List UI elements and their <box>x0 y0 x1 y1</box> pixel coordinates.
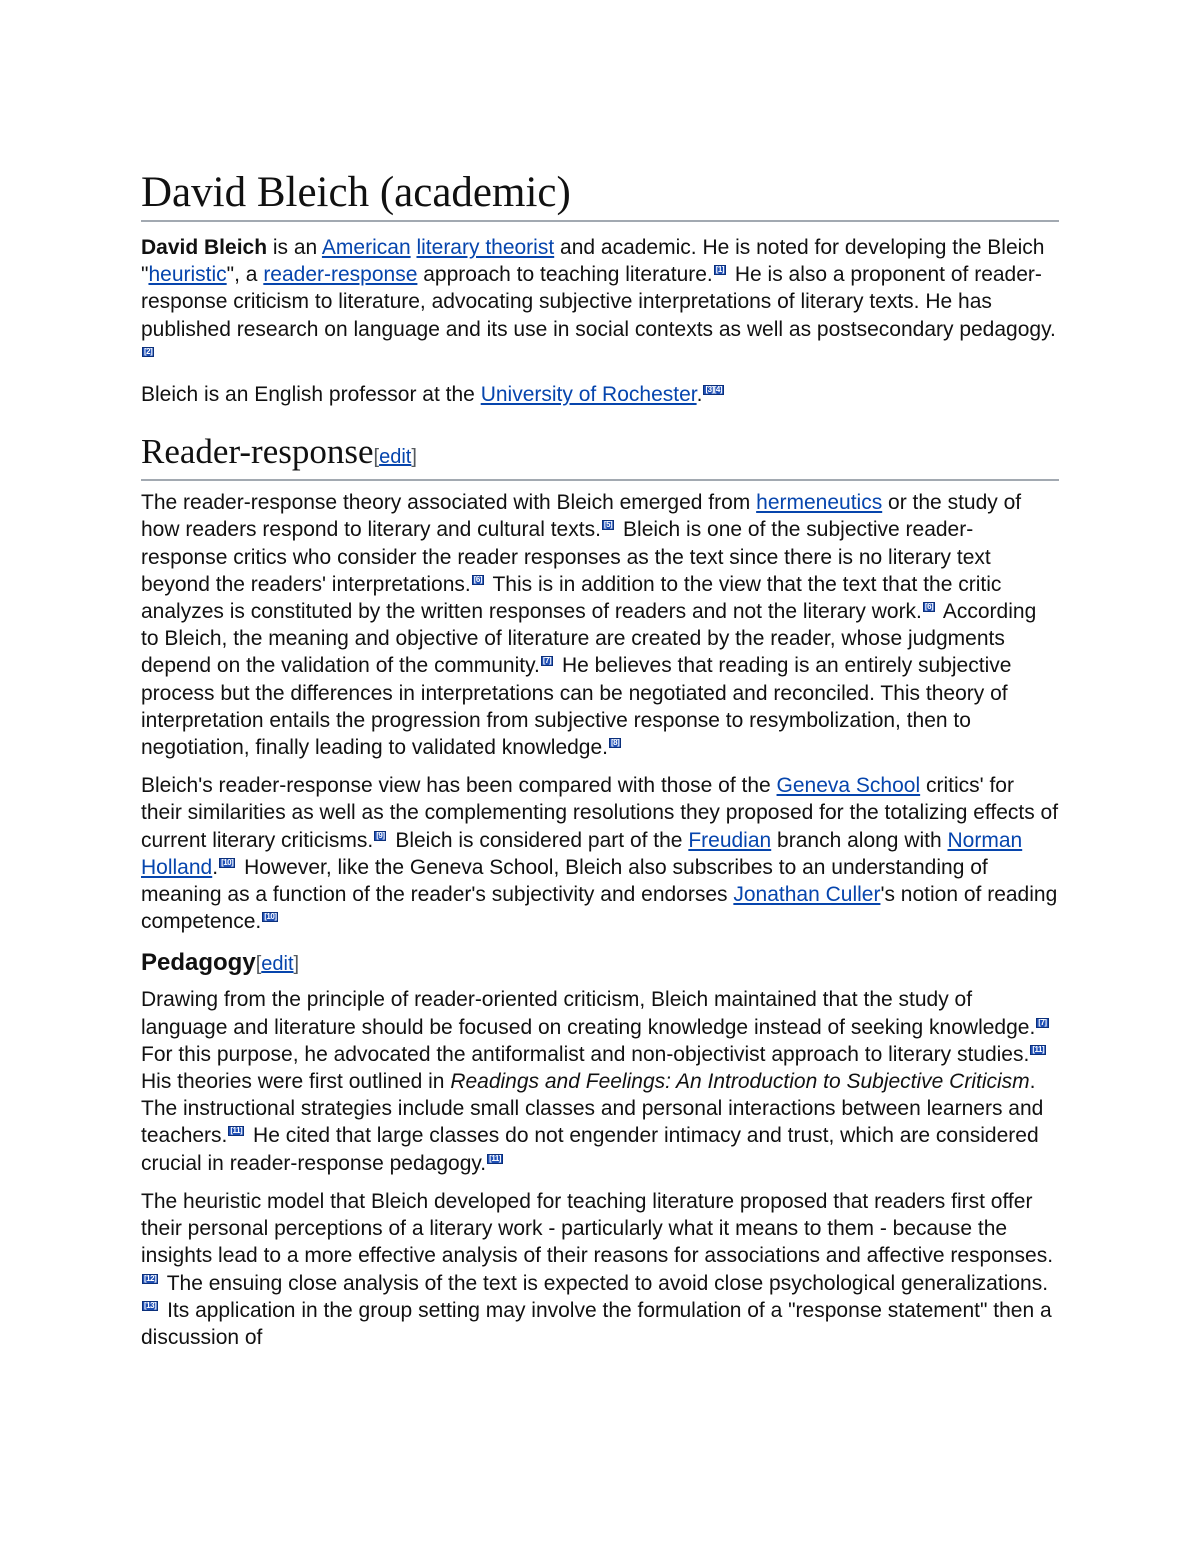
link-university-of-rochester[interactable]: University of Rochester <box>480 383 697 407</box>
citation-ref[interactable]: [9] <box>376 830 385 840</box>
text: critics' for their similarities as well as the complementing resolutions they proposed for the totalizing effects of current literary criticisms. <box>141 774 1059 852</box>
page-title: David Bleich (academic) <box>141 168 1059 222</box>
text: The ensuing close analysis of the text is expected to avoid close psychological generalizations. <box>161 1271 1049 1295</box>
text: He cited that large classes do not engender intimacy and trust, which are considered crucial in reader-response pedagogy. <box>141 1124 1039 1175</box>
citation-ref[interactable]: [3][4] <box>705 385 723 395</box>
text: However, like the Geneva School, Bleich also subscribes to an understanding of meaning as a function of the reader's subjectivity and endorses <box>141 855 988 907</box>
link-freudian[interactable]: Freudian <box>688 828 772 852</box>
citation-ref[interactable]: [11] <box>230 1126 243 1136</box>
edit-link[interactable]: edit <box>261 953 294 976</box>
text: The reader-response theory associated with Bleich emerged from <box>141 491 757 515</box>
text: Its application in the group setting may involve the formulation of a "response statement" then a discussion of <box>141 1298 1052 1349</box>
body-paragraph <box>141 772 1059 935</box>
text: Drawing from the principle of reader-oriented criticism, Bleich maintained that the study of language and literature should be focused on creating knowledge instead of seeking knowledge. <box>141 988 1036 1039</box>
text: . <box>212 855 219 879</box>
link-literary-theorist[interactable]: literary theorist <box>416 236 555 259</box>
citation-ref[interactable]: [1] <box>715 265 725 275</box>
citation-ref[interactable]: [2] <box>144 346 153 356</box>
edit-section: [edit] <box>255 953 300 976</box>
text: approach to teaching literature. <box>417 263 713 287</box>
text: Bleich is considered part of the <box>389 828 689 852</box>
text: . The instructional strategies include small classes and personal interactions between learners and teachers. <box>141 1070 1044 1148</box>
edit-section: [edit] <box>373 446 417 469</box>
link-american[interactable]: American <box>321 236 411 259</box>
text: He believes that reading is an entirely subjective process but the differences in interpretations can be negotiated and reconciled. This theory of interpretation entails the progression from subjective response to resymbolization, then to negotiation, finally leading to validated knowledge. <box>141 654 1012 760</box>
text: His theories were first outlined in <box>141 1070 451 1094</box>
citation-ref[interactable]: [8] <box>611 738 620 748</box>
citation-ref[interactable]: [13] <box>144 1300 157 1310</box>
link-reader-response[interactable]: reader-response <box>263 263 418 287</box>
text: The heuristic model that Bleich developed for teaching literature proposed that readers first offer their personal perceptions of a literary work - particularly what it means to them - because the insights lead to a more effective analysis of their reasons for associations and affective responses. <box>141 1189 1054 1268</box>
text: Bleich is an English professor at the <box>141 383 481 407</box>
edit-link[interactable]: edit <box>379 446 412 469</box>
section-title: Pedagogy <box>141 949 256 977</box>
text: For this purpose, he advocated the antiformalist and non-objectivist approach to literary studies. <box>141 1042 1030 1066</box>
text: This is in addition to the view that the text that the critic analyzes is constituted by the written responses of readers and not the literary work. <box>141 572 1002 624</box>
text: 's notion of reading competence. <box>141 883 1058 934</box>
text: Bleich is one of the subjective reader-response critics who consider the reader responses as the text since there is no literary text beyond the readers' interpretations. <box>141 518 991 596</box>
text: branch along with <box>771 828 948 852</box>
citation-ref[interactable]: [11] <box>1032 1044 1045 1054</box>
text: He is also a proponent of reader-response criticism to literature, advocating subjective interpretations of literary texts. He has published research on language and its use in social contexts as well as postsecondary pedagogy. <box>141 263 1056 341</box>
section-heading-reader-response <box>141 430 1059 481</box>
citation-ref[interactable]: [7] <box>1038 1017 1047 1027</box>
citation-ref[interactable]: [11] <box>489 1153 501 1163</box>
link-jonathan-culler[interactable]: Jonathan Culler <box>733 883 881 907</box>
text: According to Bleich, the meaning and objective of literature are created by the reader, whose judgments depend on the validation of the community. <box>141 600 1037 678</box>
book-title: Readings and Feelings: An Introduction to Subjective Criticism <box>450 1070 1030 1094</box>
body-paragraph <box>141 1188 1059 1351</box>
citation-ref[interactable]: [12] <box>144 1273 157 1283</box>
link-hermeneutics[interactable]: hermeneutics <box>756 491 883 515</box>
citation-ref[interactable]: [6] <box>473 574 482 584</box>
section-heading-pedagogy <box>141 947 1059 980</box>
text: ", a <box>226 263 264 287</box>
article <box>141 168 1059 1362</box>
text: Bleich's reader-response view has been compared with those of the <box>141 774 777 798</box>
subject-name: David Bleich <box>141 236 268 259</box>
text: is an <box>267 236 322 259</box>
citation-ref[interactable]: [10] <box>221 857 234 867</box>
body-paragraph <box>141 489 1059 761</box>
section-title: Reader-response <box>141 432 374 472</box>
intro-paragraph <box>141 381 1059 408</box>
citation-ref[interactable]: [7] <box>542 656 552 666</box>
body-paragraph <box>141 986 1059 1176</box>
text: and academic. He is noted for developing the Bleich " <box>141 236 1045 287</box>
citation-ref[interactable]: [5] <box>603 520 613 530</box>
link-heuristic[interactable]: heuristic <box>148 263 227 287</box>
citation-ref[interactable]: [6] <box>924 602 934 612</box>
link-norman-holland[interactable]: Norman Holland <box>141 828 1023 879</box>
text: or the study of how readers respond to literary and cultural texts. <box>141 491 1022 542</box>
intro-paragraph <box>141 234 1059 370</box>
link-geneva-school[interactable]: Geneva School <box>776 774 921 798</box>
text: . <box>696 383 703 407</box>
citation-ref[interactable]: [10] <box>264 912 277 922</box>
